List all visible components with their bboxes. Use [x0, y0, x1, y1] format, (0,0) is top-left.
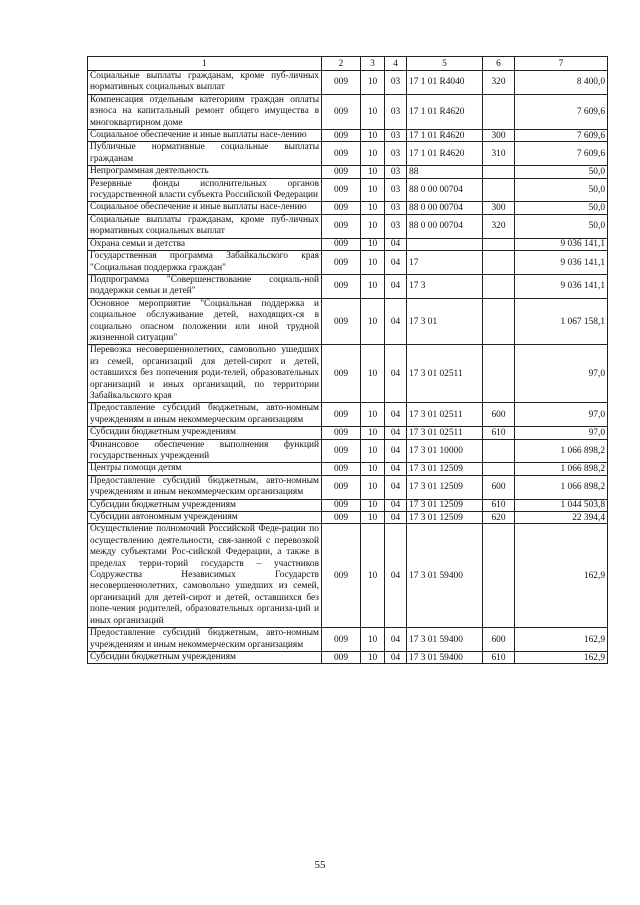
- cell-section: 10: [361, 130, 385, 142]
- cell-subsection: 03: [385, 142, 407, 166]
- table-row: [88, 94, 608, 129]
- table-row: [88, 499, 608, 511]
- cell-subsection: 03: [385, 130, 407, 142]
- cell-section: 10: [361, 202, 385, 214]
- cell-expense-type: [483, 166, 515, 178]
- cell-target-article: 17 3 01 12509: [407, 512, 483, 524]
- cell-grbs-code: 009: [322, 427, 361, 439]
- cell-amount: 50,0: [515, 166, 608, 178]
- header-col-7: 7: [515, 57, 608, 71]
- cell-target-article: 88 0 00 00704: [407, 214, 483, 238]
- cell-target-article: 17 3 01 59400: [407, 628, 483, 652]
- cell-name: Социальные выплаты гражданам, кроме пуб-личных нормативных социальных выплат: [88, 71, 322, 95]
- cell-section: 10: [361, 238, 385, 250]
- cell-expense-type: 320: [483, 71, 515, 95]
- cell-target-article: 17 1 01 R4620: [407, 142, 483, 166]
- cell-expense-type: [483, 439, 515, 463]
- page-number: 55: [314, 859, 326, 871]
- table-row: [88, 628, 608, 652]
- cell-grbs-code: 009: [322, 71, 361, 95]
- cell-target-article: 88 0 00 00704: [407, 178, 483, 202]
- cell-grbs-code: 009: [322, 130, 361, 142]
- cell-name: Субсидии бюджетным учреждениям: [88, 427, 322, 439]
- cell-amount: 1 044 503,8: [515, 499, 608, 511]
- cell-subsection: 04: [385, 298, 407, 345]
- cell-name: Субсидии бюджетным учреждениям: [88, 499, 322, 511]
- table-row: [88, 71, 608, 95]
- cell-target-article: 17 3: [407, 274, 483, 298]
- table-row: [88, 512, 608, 524]
- table-row: [88, 166, 608, 178]
- header-col-5: 5: [407, 57, 483, 71]
- cell-target-article: 17 3 01 02511: [407, 403, 483, 427]
- header-col-3: 3: [361, 57, 385, 71]
- cell-subsection: 04: [385, 512, 407, 524]
- cell-name: Публичные нормативные социальные выплаты гражданам: [88, 142, 322, 166]
- table-row: [88, 214, 608, 238]
- cell-subsection: 03: [385, 166, 407, 178]
- table-header: [88, 57, 608, 71]
- cell-grbs-code: 009: [322, 628, 361, 652]
- table-row: [88, 298, 608, 345]
- cell-amount: 22 394,4: [515, 512, 608, 524]
- cell-section: 10: [361, 651, 385, 663]
- cell-section: 10: [361, 94, 385, 129]
- cell-amount: 1 066 898,2: [515, 439, 608, 463]
- cell-grbs-code: 009: [322, 202, 361, 214]
- cell-amount: 7 609,6: [515, 130, 608, 142]
- cell-section: 10: [361, 628, 385, 652]
- cell-target-article: 17 1 01 R4040: [407, 71, 483, 95]
- cell-expense-type: 610: [483, 499, 515, 511]
- cell-amount: 7 609,6: [515, 142, 608, 166]
- cell-subsection: 04: [385, 274, 407, 298]
- cell-subsection: 04: [385, 628, 407, 652]
- cell-name: Предоставление субсидий бюджетным, авто-номным учреждениям и иным некоммерческим организациям: [88, 628, 322, 652]
- table-row: [88, 178, 608, 202]
- cell-subsection: 03: [385, 214, 407, 238]
- table-row: [88, 251, 608, 275]
- cell-grbs-code: 009: [322, 499, 361, 511]
- cell-name: Субсидии бюджетным учреждениям: [88, 651, 322, 663]
- cell-target-article: 17 1 01 R4620: [407, 130, 483, 142]
- cell-grbs-code: 009: [322, 298, 361, 345]
- cell-grbs-code: 009: [322, 512, 361, 524]
- cell-expense-type: 600: [483, 475, 515, 499]
- table-row: [88, 202, 608, 214]
- cell-section: 10: [361, 512, 385, 524]
- cell-target-article: 88: [407, 166, 483, 178]
- cell-section: 10: [361, 403, 385, 427]
- cell-amount: 50,0: [515, 214, 608, 238]
- cell-amount: 8 400,0: [515, 71, 608, 95]
- cell-expense-type: [483, 298, 515, 345]
- cell-section: 10: [361, 298, 385, 345]
- table-row: [88, 439, 608, 463]
- cell-subsection: 04: [385, 439, 407, 463]
- table-row: [88, 524, 608, 628]
- cell-expense-type: 610: [483, 651, 515, 663]
- table-row: [88, 345, 608, 403]
- cell-grbs-code: 009: [322, 94, 361, 129]
- cell-grbs-code: 009: [322, 463, 361, 475]
- header-col-4: 4: [385, 57, 407, 71]
- cell-grbs-code: 009: [322, 238, 361, 250]
- cell-target-article: 88 0 00 00704: [407, 202, 483, 214]
- table-body: [88, 71, 608, 664]
- cell-expense-type: [483, 94, 515, 129]
- cell-name: Центры помощи детям: [88, 463, 322, 475]
- cell-name: Основное мероприятие "Социальная поддержка и социальное обслуживание детей, находящих-ся в социально опасном положении или иной трудной жизненной ситуации": [88, 298, 322, 345]
- cell-amount: 1 066 898,2: [515, 463, 608, 475]
- cell-subsection: 04: [385, 524, 407, 628]
- table-row: [88, 142, 608, 166]
- cell-section: 10: [361, 142, 385, 166]
- cell-name: Субсидии автономным учреждениям: [88, 512, 322, 524]
- header-col-2: 2: [322, 57, 361, 71]
- cell-subsection: 04: [385, 463, 407, 475]
- cell-name: Предоставление субсидий бюджетным, авто-номным учреждениям и иным некоммерческим организациям: [88, 403, 322, 427]
- cell-expense-type: [483, 345, 515, 403]
- cell-target-article: 17 3 01 10000: [407, 439, 483, 463]
- cell-grbs-code: 009: [322, 651, 361, 663]
- cell-expense-type: [483, 463, 515, 475]
- cell-name: Резервные фонды исполнительных органов государственной власти субъекта Российской Федерации: [88, 178, 322, 202]
- table-row: [88, 475, 608, 499]
- cell-expense-type: [483, 238, 515, 250]
- cell-name: Перевозка несовершеннолетних, самовольно ушедших из семей, организаций для детей-сирот и детей, оставшихся без попечения роди-телей, образовательных организаций и иных организаций, по территории Забайкальского края: [88, 345, 322, 403]
- cell-target-article: [407, 238, 483, 250]
- table-row: [88, 403, 608, 427]
- cell-amount: 50,0: [515, 178, 608, 202]
- cell-name: Непрограммная деятельность: [88, 166, 322, 178]
- cell-amount: 162,9: [515, 628, 608, 652]
- cell-section: 10: [361, 524, 385, 628]
- cell-grbs-code: 009: [322, 439, 361, 463]
- cell-subsection: 04: [385, 238, 407, 250]
- cell-amount: 7 609,6: [515, 94, 608, 129]
- cell-name: Социальное обеспечение и иные выплаты насе-лению: [88, 202, 322, 214]
- cell-expense-type: [483, 251, 515, 275]
- cell-subsection: 04: [385, 499, 407, 511]
- cell-subsection: 04: [385, 427, 407, 439]
- cell-subsection: 04: [385, 651, 407, 663]
- table-row: [88, 274, 608, 298]
- cell-section: 10: [361, 345, 385, 403]
- cell-subsection: 04: [385, 345, 407, 403]
- cell-amount: 97,0: [515, 345, 608, 403]
- header-col-1: 1: [88, 57, 322, 71]
- cell-subsection: 04: [385, 251, 407, 275]
- cell-name: Предоставление субсидий бюджетным, авто-номным учреждениям и иным некоммерческим организациям: [88, 475, 322, 499]
- cell-section: 10: [361, 178, 385, 202]
- cell-section: 10: [361, 475, 385, 499]
- cell-name: Социальные выплаты гражданам, кроме пуб-личных нормативных социальных выплат: [88, 214, 322, 238]
- cell-expense-type: 300: [483, 130, 515, 142]
- cell-name: Осуществление полномочий Российской Феде-рации по осуществлению деятельности, свя-занной с перевозкой между субъектами Рос-сийской Федерации, а также в пределах терри-торий государств – участников Содружества Независимых Государств несовершеннолетних, самовольно ушедших из семей, организаций для детей-сирот и детей, оставшихся без попе-чения родителей, образовательных организа-ций и иных организаций: [88, 524, 322, 628]
- cell-subsection: 03: [385, 178, 407, 202]
- cell-grbs-code: 009: [322, 403, 361, 427]
- cell-target-article: 17 3 01 59400: [407, 524, 483, 628]
- cell-amount: 97,0: [515, 403, 608, 427]
- cell-amount: 9 036 141,1: [515, 251, 608, 275]
- cell-grbs-code: 009: [322, 166, 361, 178]
- cell-amount: 162,9: [515, 651, 608, 663]
- cell-section: 10: [361, 166, 385, 178]
- cell-grbs-code: 009: [322, 251, 361, 275]
- cell-target-article: 17 3 01 02511: [407, 427, 483, 439]
- cell-expense-type: [483, 524, 515, 628]
- cell-subsection: 04: [385, 475, 407, 499]
- cell-target-article: 17 1 01 R4620: [407, 94, 483, 129]
- cell-expense-type: 600: [483, 403, 515, 427]
- cell-target-article: 17 3 01: [407, 298, 483, 345]
- cell-grbs-code: 009: [322, 214, 361, 238]
- header-col-6: 6: [483, 57, 515, 71]
- cell-expense-type: 600: [483, 628, 515, 652]
- table-row: [88, 238, 608, 250]
- cell-target-article: 17 3 01 02511: [407, 345, 483, 403]
- cell-expense-type: 310: [483, 142, 515, 166]
- budget-table: [87, 56, 608, 664]
- cell-grbs-code: 009: [322, 178, 361, 202]
- cell-name: Подпрограмма "Совершенствование социаль-ной поддержки семьи и детей": [88, 274, 322, 298]
- cell-section: 10: [361, 499, 385, 511]
- cell-section: 10: [361, 214, 385, 238]
- cell-target-article: 17 3 01 59400: [407, 651, 483, 663]
- cell-section: 10: [361, 71, 385, 95]
- cell-subsection: 03: [385, 94, 407, 129]
- cell-expense-type: 320: [483, 214, 515, 238]
- cell-section: 10: [361, 274, 385, 298]
- cell-target-article: 17 3 01 12509: [407, 463, 483, 475]
- cell-subsection: 03: [385, 71, 407, 95]
- cell-amount: 9 036 141,1: [515, 274, 608, 298]
- cell-target-article: 17: [407, 251, 483, 275]
- cell-amount: 97,0: [515, 427, 608, 439]
- cell-amount: 162,9: [515, 524, 608, 628]
- cell-name: Финансовое обеспечение выполнения функций государственных учреждений: [88, 439, 322, 463]
- cell-expense-type: 300: [483, 202, 515, 214]
- cell-grbs-code: 009: [322, 345, 361, 403]
- cell-target-article: 17 3 01 12509: [407, 475, 483, 499]
- cell-amount: 50,0: [515, 202, 608, 214]
- cell-expense-type: [483, 274, 515, 298]
- cell-subsection: 04: [385, 403, 407, 427]
- cell-target-article: 17 3 01 12509: [407, 499, 483, 511]
- cell-amount: 1 067 158,1: [515, 298, 608, 345]
- cell-name: Государственная программа Забайкальского края "Социальная поддержка граждан": [88, 251, 322, 275]
- table-row: [88, 651, 608, 663]
- cell-section: 10: [361, 251, 385, 275]
- cell-subsection: 03: [385, 202, 407, 214]
- cell-name: Социальное обеспечение и иные выплаты насе-лению: [88, 130, 322, 142]
- cell-name: Компенсация отдельным категориям граждан оплаты взноса на капитальный ремонт общего имущества в многоквартирном доме: [88, 94, 322, 129]
- cell-grbs-code: 009: [322, 475, 361, 499]
- cell-expense-type: 610: [483, 427, 515, 439]
- cell-section: 10: [361, 427, 385, 439]
- cell-section: 10: [361, 463, 385, 475]
- cell-expense-type: [483, 178, 515, 202]
- table-row: [88, 463, 608, 475]
- cell-expense-type: 620: [483, 512, 515, 524]
- cell-section: 10: [361, 439, 385, 463]
- cell-grbs-code: 009: [322, 274, 361, 298]
- header-row: [88, 57, 608, 71]
- table-row: [88, 130, 608, 142]
- cell-amount: 1 066 898,2: [515, 475, 608, 499]
- cell-grbs-code: 009: [322, 524, 361, 628]
- cell-name: Охрана семьи и детства: [88, 238, 322, 250]
- cell-grbs-code: 009: [322, 142, 361, 166]
- cell-amount: 9 036 141,1: [515, 238, 608, 250]
- table-row: [88, 427, 608, 439]
